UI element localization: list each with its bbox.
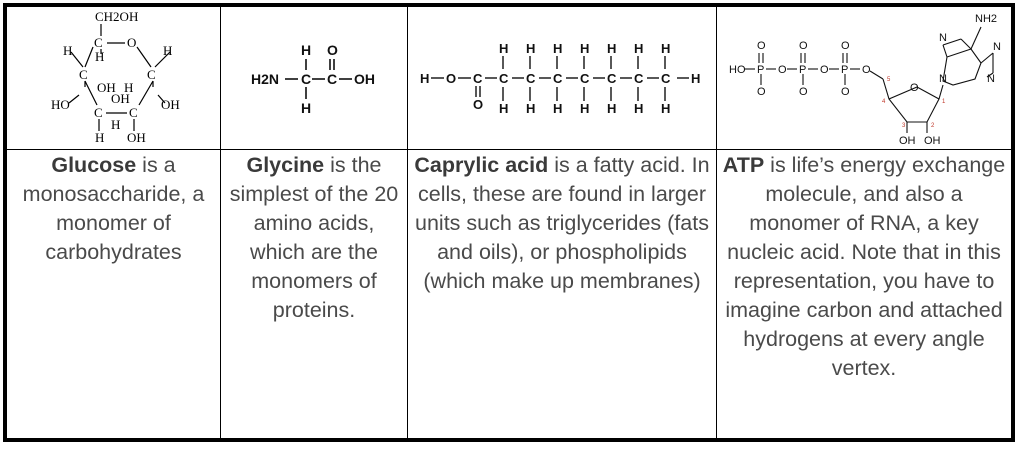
atp-label: N — [939, 73, 947, 85]
atp-description — [717, 150, 1011, 383]
glucose-label: C — [94, 105, 103, 120]
glucose-label: OH — [111, 91, 130, 106]
atp-label: O — [778, 64, 787, 76]
atp-label: N — [939, 32, 947, 44]
caprylic-chain-atom: H — [580, 41, 590, 56]
atp-label: O — [841, 86, 850, 98]
caprylic-chain-atom: H — [526, 101, 536, 116]
atp-description-cell — [717, 150, 1011, 438]
atp-carbon-number: 3 — [902, 123, 906, 129]
atp-label: P — [757, 64, 765, 76]
atp-label: HO — [729, 64, 746, 76]
atp-text: is life’s energy exchange molecule, and also a monomer of RNA, a key nucleic acid. Note that in this representation, you have to imagine carbon and attached hydrogens at every angle vertex. — [725, 153, 1006, 380]
caprylic-chain-atom: C — [607, 71, 617, 86]
caprylic-chain-atom: C — [499, 71, 509, 86]
caprylic-chain-atom: C — [634, 71, 644, 86]
glucose-label: H — [95, 130, 105, 145]
glucose-label: OH — [127, 130, 146, 145]
glycine-description — [221, 150, 407, 325]
caprylic-label: O — [473, 97, 484, 112]
glycine-label: H — [301, 100, 312, 116]
glucose-label: C — [79, 67, 88, 82]
glycine-label: H — [301, 42, 312, 58]
glycine-label: C — [327, 71, 338, 87]
caprylic-label: H — [420, 71, 430, 86]
caprylic-chain-atom: H — [499, 101, 509, 116]
glucose-label: HO — [51, 97, 70, 112]
caprylic-acid-structure-cell — [408, 7, 717, 150]
glycine-text: is the simplest of the 20 amino acids, which are the monomers of proteins. — [229, 153, 399, 322]
caprylic-acid-structure — [408, 7, 717, 150]
atp-structure-cell — [717, 7, 1011, 150]
monomer-table — [3, 3, 1015, 442]
atp-label: O — [799, 86, 808, 98]
glucose-structure — [7, 7, 221, 150]
glucose-text: is a monosaccharide, a monomer of carbohydrates — [22, 153, 205, 264]
glucose-label: OH — [161, 97, 180, 112]
caprylic-label: H — [691, 71, 701, 86]
caprylic-chain-atom: H — [499, 41, 509, 56]
atp-label: O — [862, 64, 871, 76]
glucose-structure-cell — [7, 7, 221, 150]
glucose-label: CH2OH — [95, 9, 139, 24]
glucose-label: O — [127, 35, 137, 50]
atp-label: P — [841, 64, 849, 76]
atp-label: O — [910, 82, 919, 94]
atp-label: OH — [899, 135, 916, 147]
atp-label: P — [799, 64, 807, 76]
atp-label: NH2 — [975, 13, 998, 25]
caprylic-chain-atom: H — [634, 101, 644, 116]
caprylic-chain-atom: H — [661, 41, 671, 56]
caprylic-chain-atom: H — [526, 41, 536, 56]
atp-carbon-number: 1 — [942, 99, 946, 105]
atp-carbon-number: 5 — [887, 77, 891, 83]
caprylic-acid-description — [408, 150, 716, 296]
glycine-structure-cell — [221, 7, 408, 150]
caprylic-acid-text: is a fatty acid. In cells, these are found in larger units such as triglycerides (fats and oils), or phospholipids (which make up membranes) — [415, 153, 710, 293]
atp-label: O — [757, 86, 766, 98]
glucose-label: H — [124, 80, 134, 95]
caprylic-chain-atom: H — [607, 101, 617, 116]
glucose-label: C — [129, 105, 138, 120]
atp-label: O — [799, 40, 808, 52]
atp-label: N — [987, 73, 995, 85]
caprylic-label: O — [446, 71, 457, 86]
caprylic-chain-atom: H — [607, 41, 617, 56]
caprylic-chain-atom: H — [661, 101, 671, 116]
atp-label: N — [993, 41, 1001, 53]
caprylic-chain-atom: H — [634, 41, 644, 56]
glucose-label: C — [147, 67, 156, 82]
atp-label: O — [757, 40, 766, 52]
atp-carbon-number: 4 — [882, 99, 886, 105]
caprylic-acid-description-cell — [408, 150, 717, 438]
atp-name: ATP — [722, 153, 765, 177]
atp-label: OH — [924, 135, 941, 147]
caprylic-chain-atom: C — [526, 71, 536, 86]
glucose-label: H — [95, 49, 105, 64]
caprylic-acid-name: Caprylic acid — [414, 153, 549, 177]
glycine-description-cell — [221, 150, 408, 438]
caprylic-chain-atom: C — [553, 71, 563, 86]
glycine-label: C — [301, 71, 312, 87]
caprylic-chain-atom: H — [553, 101, 563, 116]
atp-carbon-number: 2 — [931, 123, 935, 129]
caprylic-chain-atom: H — [580, 101, 590, 116]
glucose-description — [7, 150, 220, 267]
glucose-label: H — [63, 43, 73, 58]
caprylic-carbon-chain — [485, 41, 671, 116]
caprylic-chain-atom: H — [553, 41, 563, 56]
glucose-description-cell — [7, 150, 221, 438]
glycine-label: OH — [354, 71, 375, 87]
atp-label: O — [820, 64, 829, 76]
glucose-label: OH — [97, 80, 116, 95]
glucose-name: Glucose — [51, 153, 137, 177]
caprylic-label: C — [473, 71, 483, 86]
atp-structure — [717, 7, 1011, 150]
glucose-label: H — [111, 117, 121, 132]
glycine-structure — [221, 7, 408, 150]
caprylic-chain-atom: C — [580, 71, 590, 86]
atp-label: O — [841, 40, 850, 52]
glucose-label: H — [163, 43, 173, 58]
glycine-label: O — [327, 42, 338, 58]
glycine-label: H2N — [251, 71, 280, 87]
caprylic-chain-atom: C — [661, 71, 671, 86]
glycine-name: Glycine — [246, 153, 325, 177]
glucose-label: C — [94, 35, 103, 50]
